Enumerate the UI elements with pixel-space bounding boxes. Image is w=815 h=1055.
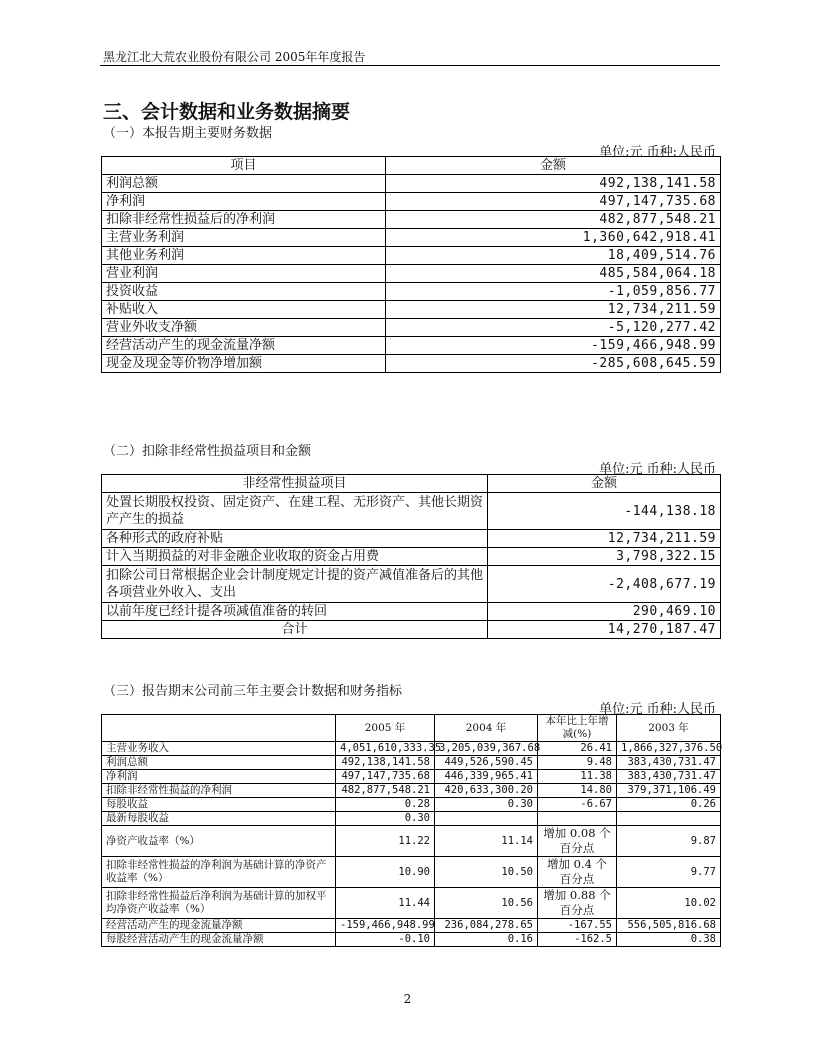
table-row (102, 493, 721, 530)
row-amount: 497,147,735.68 (386, 193, 721, 211)
row-change: 11.38 (538, 770, 617, 784)
row-label: 营业利润 (102, 265, 386, 283)
table-row (102, 919, 721, 933)
row-label: 主营业务收入 (102, 742, 336, 756)
table-row (102, 770, 721, 784)
row-value-2004: 11.14 (435, 826, 538, 857)
row-label: 每股收益 (102, 798, 336, 812)
s3-unit-label: 单位:元 币种:人民币 (599, 702, 716, 717)
row-value-2005: 4,051,610,333.35 (336, 742, 435, 756)
row-amount: -1,059,856.77 (386, 283, 721, 301)
table-row (102, 933, 721, 947)
row-value-2004: 420,633,300.20 (435, 784, 538, 798)
row-label: 净资产收益率（%） (102, 826, 336, 857)
row-value-2004: 10.56 (435, 888, 538, 919)
row-amount: -285,608,645.59 (386, 355, 721, 373)
s2-unit-label: 单位:元 币种:人民币 (599, 462, 716, 477)
table-row (102, 193, 721, 211)
table-row (102, 211, 721, 229)
row-value-2004: 446,339,965.41 (435, 770, 538, 784)
s3-header-row (102, 715, 721, 742)
row-label: 净利润 (102, 770, 336, 784)
row-value-2004 (435, 812, 538, 826)
table-row (102, 826, 721, 857)
page-number: 2 (403, 992, 412, 1006)
row-change: 9.48 (538, 756, 617, 770)
row-value-2005: 10.90 (336, 857, 435, 888)
s3-title: （三）报告期末公司前三年主要会计数据和财务指标 (103, 684, 403, 699)
table-row (102, 857, 721, 888)
row-value-2005: 11.44 (336, 888, 435, 919)
row-label: 扣除非经常性损益后的净利润 (102, 211, 386, 229)
row-value-2004: 0.30 (435, 798, 538, 812)
row-amount: 1,360,642,918.41 (386, 229, 721, 247)
row-value-2003: 383,430,731.47 (617, 770, 721, 784)
table-row (102, 319, 721, 337)
s3-header-col-4: 2003 年 (617, 715, 721, 742)
row-amount: 482,877,548.21 (386, 211, 721, 229)
row-label: 各种形式的政府补贴 (102, 530, 488, 548)
table-row (102, 337, 721, 355)
row-change: 增加 0.08 个百分点 (538, 826, 617, 857)
table-row (102, 566, 721, 603)
total-label: 合计 (102, 621, 488, 639)
row-label: 最新每股收益 (102, 812, 336, 826)
table-row (102, 603, 721, 621)
row-change (538, 812, 617, 826)
s1-header-amount: 金额 (386, 157, 721, 175)
s1-unit-label: 单位:元 币种:人民币 (599, 145, 716, 160)
row-amount: 3,798,322.15 (488, 548, 721, 566)
table-row (102, 301, 721, 319)
row-value-2005: 0.30 (336, 812, 435, 826)
table-row (102, 265, 721, 283)
s3-table (101, 714, 721, 947)
s2-header-amount: 金额 (488, 475, 721, 493)
row-label: 补贴收入 (102, 301, 386, 319)
row-label: 扣除非经常性损益的净利润为基础计算的净资产收益率（%） (102, 857, 336, 888)
row-change: 14.80 (538, 784, 617, 798)
s2-total-row (102, 621, 721, 639)
s3-header-col-0 (102, 715, 336, 742)
row-amount: -5,120,277.42 (386, 319, 721, 337)
row-value-2005: 482,877,548.21 (336, 784, 435, 798)
s2-header-item: 非经常性损益项目 (102, 475, 488, 493)
row-label: 利润总额 (102, 756, 336, 770)
row-label: 净利润 (102, 193, 386, 211)
row-value-2003: 556,505,816.68 (617, 919, 721, 933)
row-value-2005: -159,466,948.99 (336, 919, 435, 933)
row-label: 扣除非经常性损益后净利润为基础计算的加权平均净资产收益率（%） (102, 888, 336, 919)
row-label: 处置长期股权投资、固定资产、在建工程、无形资产、其他长期资产产生的损益 (102, 493, 488, 530)
row-value-2004: 449,526,590.45 (435, 756, 538, 770)
row-label: 以前年度已经计提各项减值准备的转回 (102, 603, 488, 621)
table-row (102, 742, 721, 756)
table-row (102, 229, 721, 247)
row-value-2003: 383,430,731.47 (617, 756, 721, 770)
section-title: 三、会计数据和业务数据摘要 (103, 101, 351, 123)
table-row (102, 548, 721, 566)
table-row (102, 812, 721, 826)
row-change: 增加 0.88 个百分点 (538, 888, 617, 919)
row-change: 26.41 (538, 742, 617, 756)
row-change: -6.67 (538, 798, 617, 812)
row-value-2003: 10.02 (617, 888, 721, 919)
row-value-2004: 0.16 (435, 933, 538, 947)
row-value-2004: 10.50 (435, 857, 538, 888)
row-change: -162.5 (538, 933, 617, 947)
s1-header-item: 项目 (102, 157, 386, 175)
s3-header-col-3: 本年比上年增减(%) (538, 715, 617, 742)
s3-header-col-1: 2005 年 (336, 715, 435, 742)
row-value-2003: 379,371,106.49 (617, 784, 721, 798)
table-row (102, 355, 721, 373)
table-row (102, 756, 721, 770)
s3-header-col-2: 2004 年 (435, 715, 538, 742)
total-value: 14,270,187.47 (488, 621, 721, 639)
row-amount: -159,466,948.99 (386, 337, 721, 355)
s2-table (101, 474, 721, 639)
row-amount: 18,409,514.76 (386, 247, 721, 265)
row-value-2003 (617, 812, 721, 826)
table-row (102, 175, 721, 193)
s1-table (101, 156, 721, 373)
row-label: 扣除非经常性损益的净利润 (102, 784, 336, 798)
row-label: 扣除公司日常根据企业会计制度规定计提的资产减值准备后的其他各项营业外收入、支出 (102, 566, 488, 603)
row-value-2005: 497,147,735.68 (336, 770, 435, 784)
row-value-2004: 236,084,278.65 (435, 919, 538, 933)
table-row (102, 530, 721, 548)
header-rule (100, 65, 720, 66)
s2-header-row (102, 475, 721, 493)
s2-title: （二）扣除非经常性损益项目和金额 (103, 444, 312, 459)
row-amount: -144,138.18 (488, 493, 721, 530)
table-row (102, 888, 721, 919)
row-amount: 12,734,211.59 (488, 530, 721, 548)
row-value-2003: 0.38 (617, 933, 721, 947)
row-label: 主营业务利润 (102, 229, 386, 247)
row-amount: 485,584,064.18 (386, 265, 721, 283)
row-amount: 290,469.10 (488, 603, 721, 621)
row-label: 投资收益 (102, 283, 386, 301)
s1-title: （一）本报告期主要财务数据 (103, 126, 273, 141)
row-label: 其他业务利润 (102, 247, 386, 265)
row-label: 营业外收支净额 (102, 319, 386, 337)
row-change: 增加 0.4 个百分点 (538, 857, 617, 888)
row-value-2005: 11.22 (336, 826, 435, 857)
row-value-2003: 9.87 (617, 826, 721, 857)
row-label: 经营活动产生的现金流量净额 (102, 919, 336, 933)
row-amount: 12,734,211.59 (386, 301, 721, 319)
row-value-2005: 492,138,141.58 (336, 756, 435, 770)
table-row (102, 784, 721, 798)
row-value-2004: 3,205,039,367.68 (435, 742, 538, 756)
table-row (102, 283, 721, 301)
row-label: 经营活动产生的现金流量净额 (102, 337, 386, 355)
row-amount: 492,138,141.58 (386, 175, 721, 193)
row-value-2005: 0.28 (336, 798, 435, 812)
s1-header-row (102, 157, 721, 175)
row-label: 利润总额 (102, 175, 386, 193)
row-value-2003: 0.26 (617, 798, 721, 812)
row-value-2003: 1,866,327,376.50 (617, 742, 721, 756)
row-amount: -2,408,677.19 (488, 566, 721, 603)
table-row (102, 247, 721, 265)
row-change: -167.55 (538, 919, 617, 933)
row-label: 计入当期损益的对非金融企业收取的资金占用费 (102, 548, 488, 566)
row-value-2005: -0.10 (336, 933, 435, 947)
report-header: 黑龙江北大荒农业股份有限公司 2005年年度报告 (103, 50, 366, 64)
row-label: 每股经营活动产生的现金流量净额 (102, 933, 336, 947)
table-row (102, 798, 721, 812)
row-value-2003: 9.77 (617, 857, 721, 888)
row-label: 现金及现金等价物净增加额 (102, 355, 386, 373)
